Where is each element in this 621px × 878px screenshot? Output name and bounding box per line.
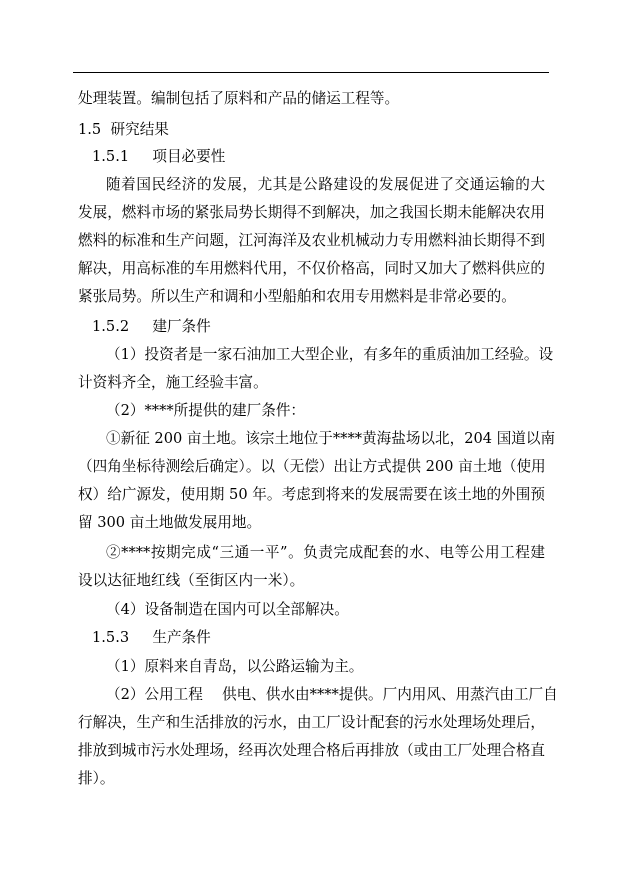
sub-item-line: （四角坐标待测绘后确定）。以（无偿）出让方式提供 200 亩土地（使用 [78,458,546,475]
section-heading [78,120,169,140]
sub-item-line: ②****按期完成“三通一平”。负责完成配套的水、电等公用工程建 [106,544,545,561]
section-title: 研究结果 [110,121,169,138]
header-rule [73,72,549,73]
subsection-number: 1.5.2 [92,318,130,335]
paragraph-line: 随着国民经济的发展，尤其是公路建设的发展促进了交通运输的大 [106,176,545,193]
subsection-number: 1.5.3 [92,629,130,646]
section-number: 1.5 [78,121,102,138]
subsection-heading-1-5-1 [92,147,225,167]
list-item-line: 计资料齐全，施工经验丰富。 [78,374,268,391]
list-item-line: 行解决，生产和生活排放的污水，由工厂设计配套的污水处理场处理后， [78,714,546,731]
paragraph-line: 紧张局势。所以生产和调和小型船舶和农用专用燃料是非常必要的。 [78,288,516,305]
list-item-line: 排放到城市污水处理场，经再次处理合格后再排放（或由工厂处理合格直 [78,742,546,759]
paragraph-line: 发展，燃料市场的紧张局势长期得不到解决，加之我国长期未能解决农用 [78,204,546,221]
subsection-heading-1-5-2 [92,317,211,337]
subsection-title: 生产条件 [152,629,211,646]
list-item-line: （4）设备制造在国内可以全部解决。 [106,601,349,618]
subsection-title: 项目必要性 [152,148,226,165]
list-item-line: 排）。 [78,770,115,787]
sub-item-line: ①新征 200 亩土地。该宗土地位于****黄海盐场以北，204 国道以南 [106,430,556,447]
list-item-line: （2）公用工程 供电、供水由****提供。厂内用风、用蒸汽由工厂自 [106,686,558,703]
sub-item-line: 留 300 亩土地做发展用地。 [78,514,262,531]
subsection-title: 建厂条件 [152,318,211,335]
subsection-number: 1.5.1 [92,148,130,165]
list-item-line: （2）****所提供的建厂条件： [106,402,306,419]
paragraph-line: 解决，用高标准的车用燃料代用，不仅价格高，同时又加大了燃料供应的 [78,260,546,277]
list-item-line: （1）原料来自青岛，以公路运输为主。 [106,658,364,675]
subsection-heading-1-5-3 [92,628,211,648]
sub-item-line: 设以达征地红线（至街区内一米）。 [78,572,305,589]
list-item-line: （1）投资者是一家石油加工大型企业，有多年的重质油加工经验。设 [106,346,554,363]
paragraph-line: 燃料的标准和生产问题，江河海洋及农业机械动力专用燃料油长期得不到 [78,232,546,249]
sub-item-line: 权）给广源发，使用期 50 年。考虑到将来的发展需要在该土地的外围预 [78,486,545,503]
continuation-line: 处理装置。编制包括了原料和产品的储运工程等。 [78,90,400,107]
